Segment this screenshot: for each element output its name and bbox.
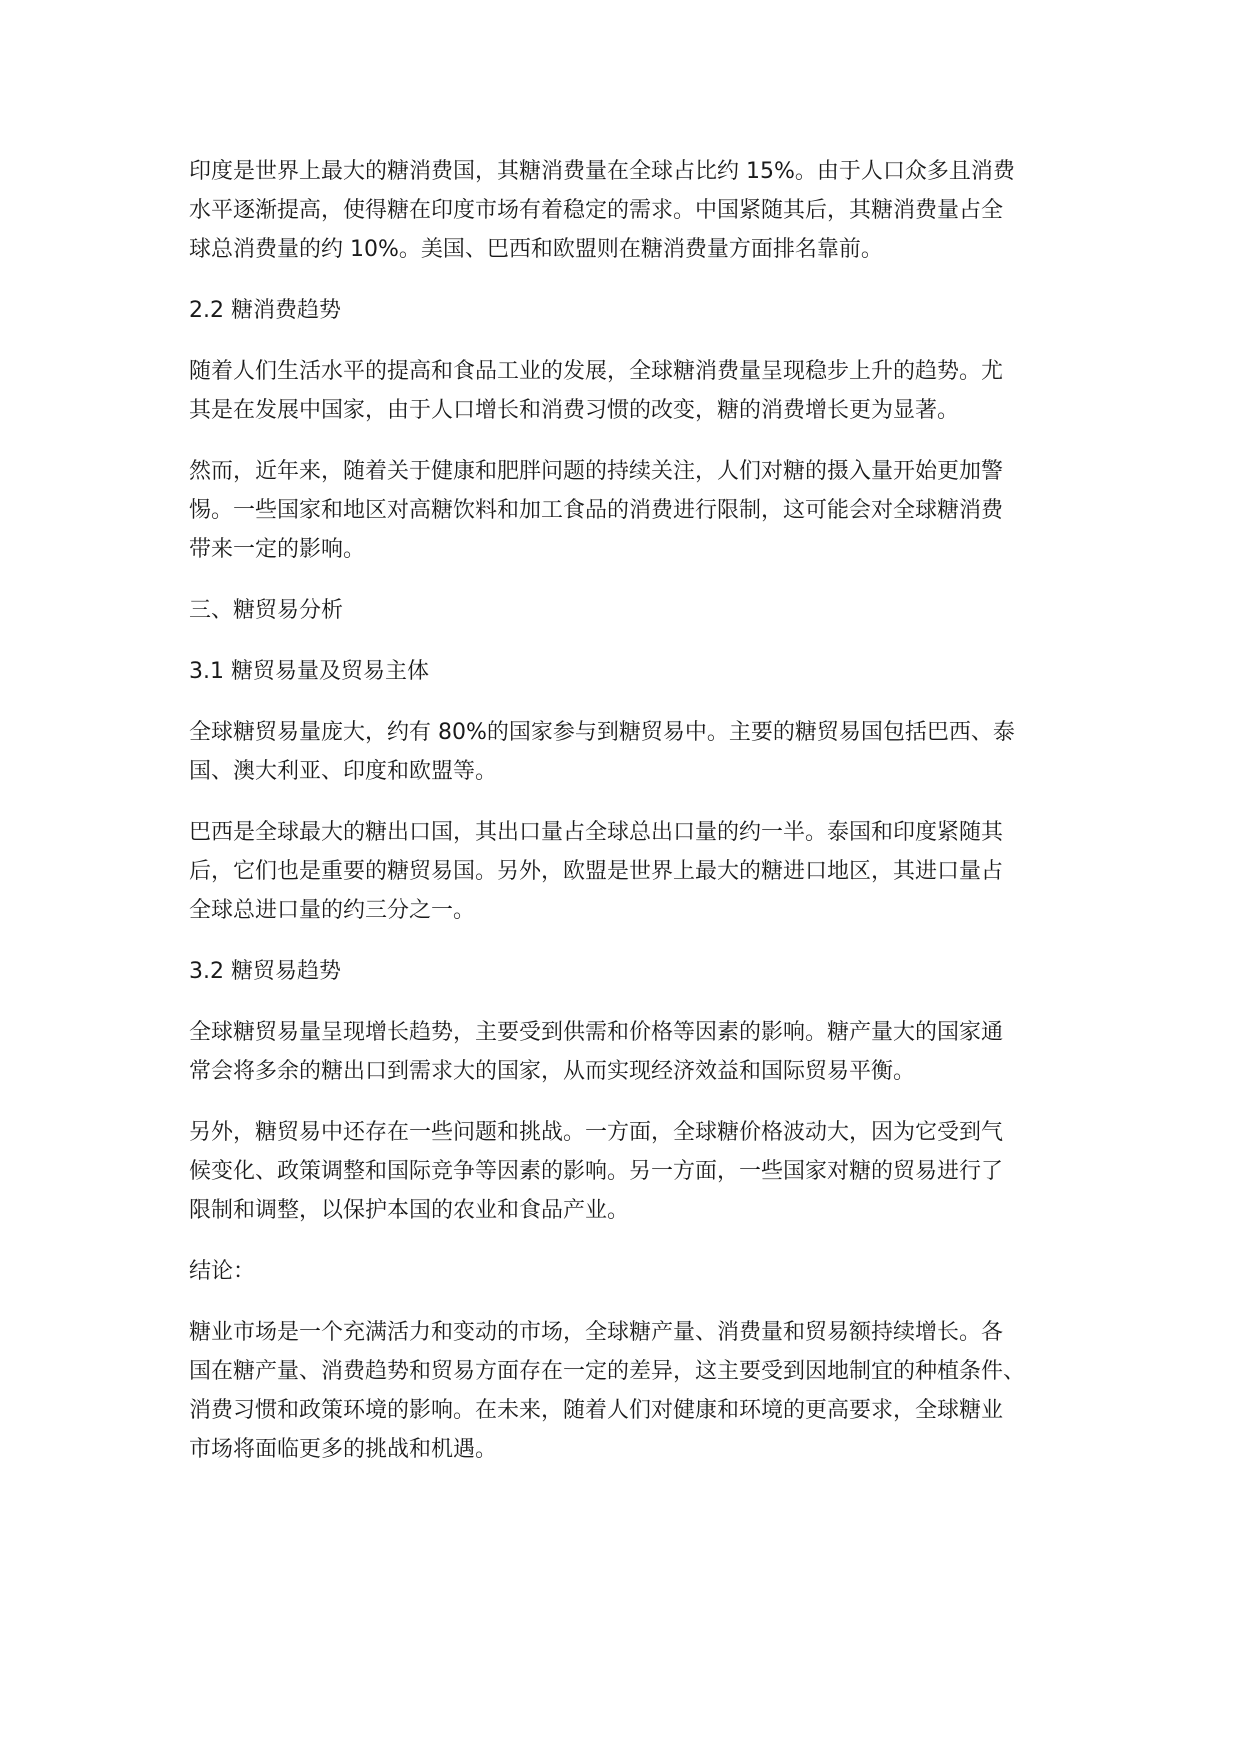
paragraph-conclusion	[189, 1313, 1054, 1469]
heading-consumption-trend	[189, 291, 1054, 330]
heading-trade-trend	[189, 952, 1054, 991]
text-line: 惕。一些国家和地区对高糖饮料和加工食品的消费进行限制，这可能会对全球糖消费	[189, 498, 1004, 523]
text-line: 其是在发展中国家，由于人口增长和消费习惯的改变，糖的消费增长更为显著。	[189, 398, 960, 423]
text-line: 消费习惯和政策环境的影响。在未来，随着人们对健康和环境的更高要求，全球糖业	[189, 1398, 1004, 1423]
paragraph-trade-volume	[189, 713, 1054, 791]
text-line: 糖业市场是一个充满活力和变动的市场，全球糖产量、消费量和贸易额持续增长。各	[189, 1320, 1004, 1345]
text-line: 国、澳大利亚、印度和欧盟等。	[189, 759, 498, 784]
paragraph-trade-challenges	[189, 1113, 1054, 1230]
text-line: 印度是世界上最大的糖消费国，其糖消费量在全球占比约 15%。由于人口众多且消费	[189, 159, 1015, 184]
text-line: 全球总进口量的约三分之一。	[189, 898, 476, 923]
paragraph-trade-growth	[189, 1013, 1054, 1091]
heading-trade-volume	[189, 652, 1054, 691]
text-line: 巴西是全球最大的糖出口国，其出口量占全球总出口量的约一半。泰国和印度紧随其	[189, 820, 1004, 845]
text-line: 候变化、政策调整和国际竞争等因素的影响。另一方面，一些国家对糖的贸易进行了	[189, 1159, 1004, 1184]
text-line: 带来一定的影响。	[189, 537, 366, 562]
heading-text: 3.2 糖贸易趋势	[189, 959, 341, 984]
paragraph-brazil-exports	[189, 813, 1054, 930]
text-line: 常会将多余的糖出口到需求大的国家，从而实现经济效益和国际贸易平衡。	[189, 1059, 916, 1084]
text-line: 随着人们生活水平的提高和食品工业的发展，全球糖消费量呈现稳步上升的趋势。尤	[189, 359, 1004, 384]
document-body	[189, 152, 1054, 1491]
text-line: 然而，近年来，随着关于健康和肥胖问题的持续关注，人们对糖的摄入量开始更加警	[189, 459, 1004, 484]
paragraph-india-consumption	[189, 152, 1054, 269]
text-line: 水平逐渐提高，使得糖在印度市场有着稳定的需求。中国紧随其后，其糖消费量占全	[189, 198, 1004, 223]
text-line: 国在糖产量、消费趋势和贸易方面存在一定的差异，这主要受到因地制宜的种植条件、	[189, 1359, 1026, 1384]
paragraph-consumption-growth	[189, 352, 1054, 430]
text-line: 全球糖贸易量呈现增长趋势，主要受到供需和价格等因素的影响。糖产量大的国家通	[189, 1020, 1004, 1045]
heading-text: 3.1 糖贸易量及贸易主体	[189, 659, 429, 684]
heading-text: 结论：	[189, 1259, 256, 1284]
heading-conclusion	[189, 1252, 1054, 1291]
heading-text: 2.2 糖消费趋势	[189, 298, 341, 323]
paragraph-health-concerns	[189, 452, 1054, 569]
text-line: 限制和调整，以保护本国的农业和食品产业。	[189, 1198, 630, 1223]
text-line: 市场将面临更多的挑战和机遇。	[189, 1437, 498, 1462]
text-line: 球总消费量的约 10%。美国、巴西和欧盟则在糖消费量方面排名靠前。	[189, 237, 883, 262]
heading-trade-analysis	[189, 591, 1054, 630]
heading-text: 三、糖贸易分析	[189, 598, 344, 623]
text-line: 后，它们也是重要的糖贸易国。另外，欧盟是世界上最大的糖进口地区，其进口量占	[189, 859, 1004, 884]
text-line: 全球糖贸易量庞大，约有 80%的国家参与到糖贸易中。主要的糖贸易国包括巴西、泰	[189, 720, 1015, 745]
text-line: 另外，糖贸易中还存在一些问题和挑战。一方面，全球糖价格波动大，因为它受到气	[189, 1120, 1004, 1145]
